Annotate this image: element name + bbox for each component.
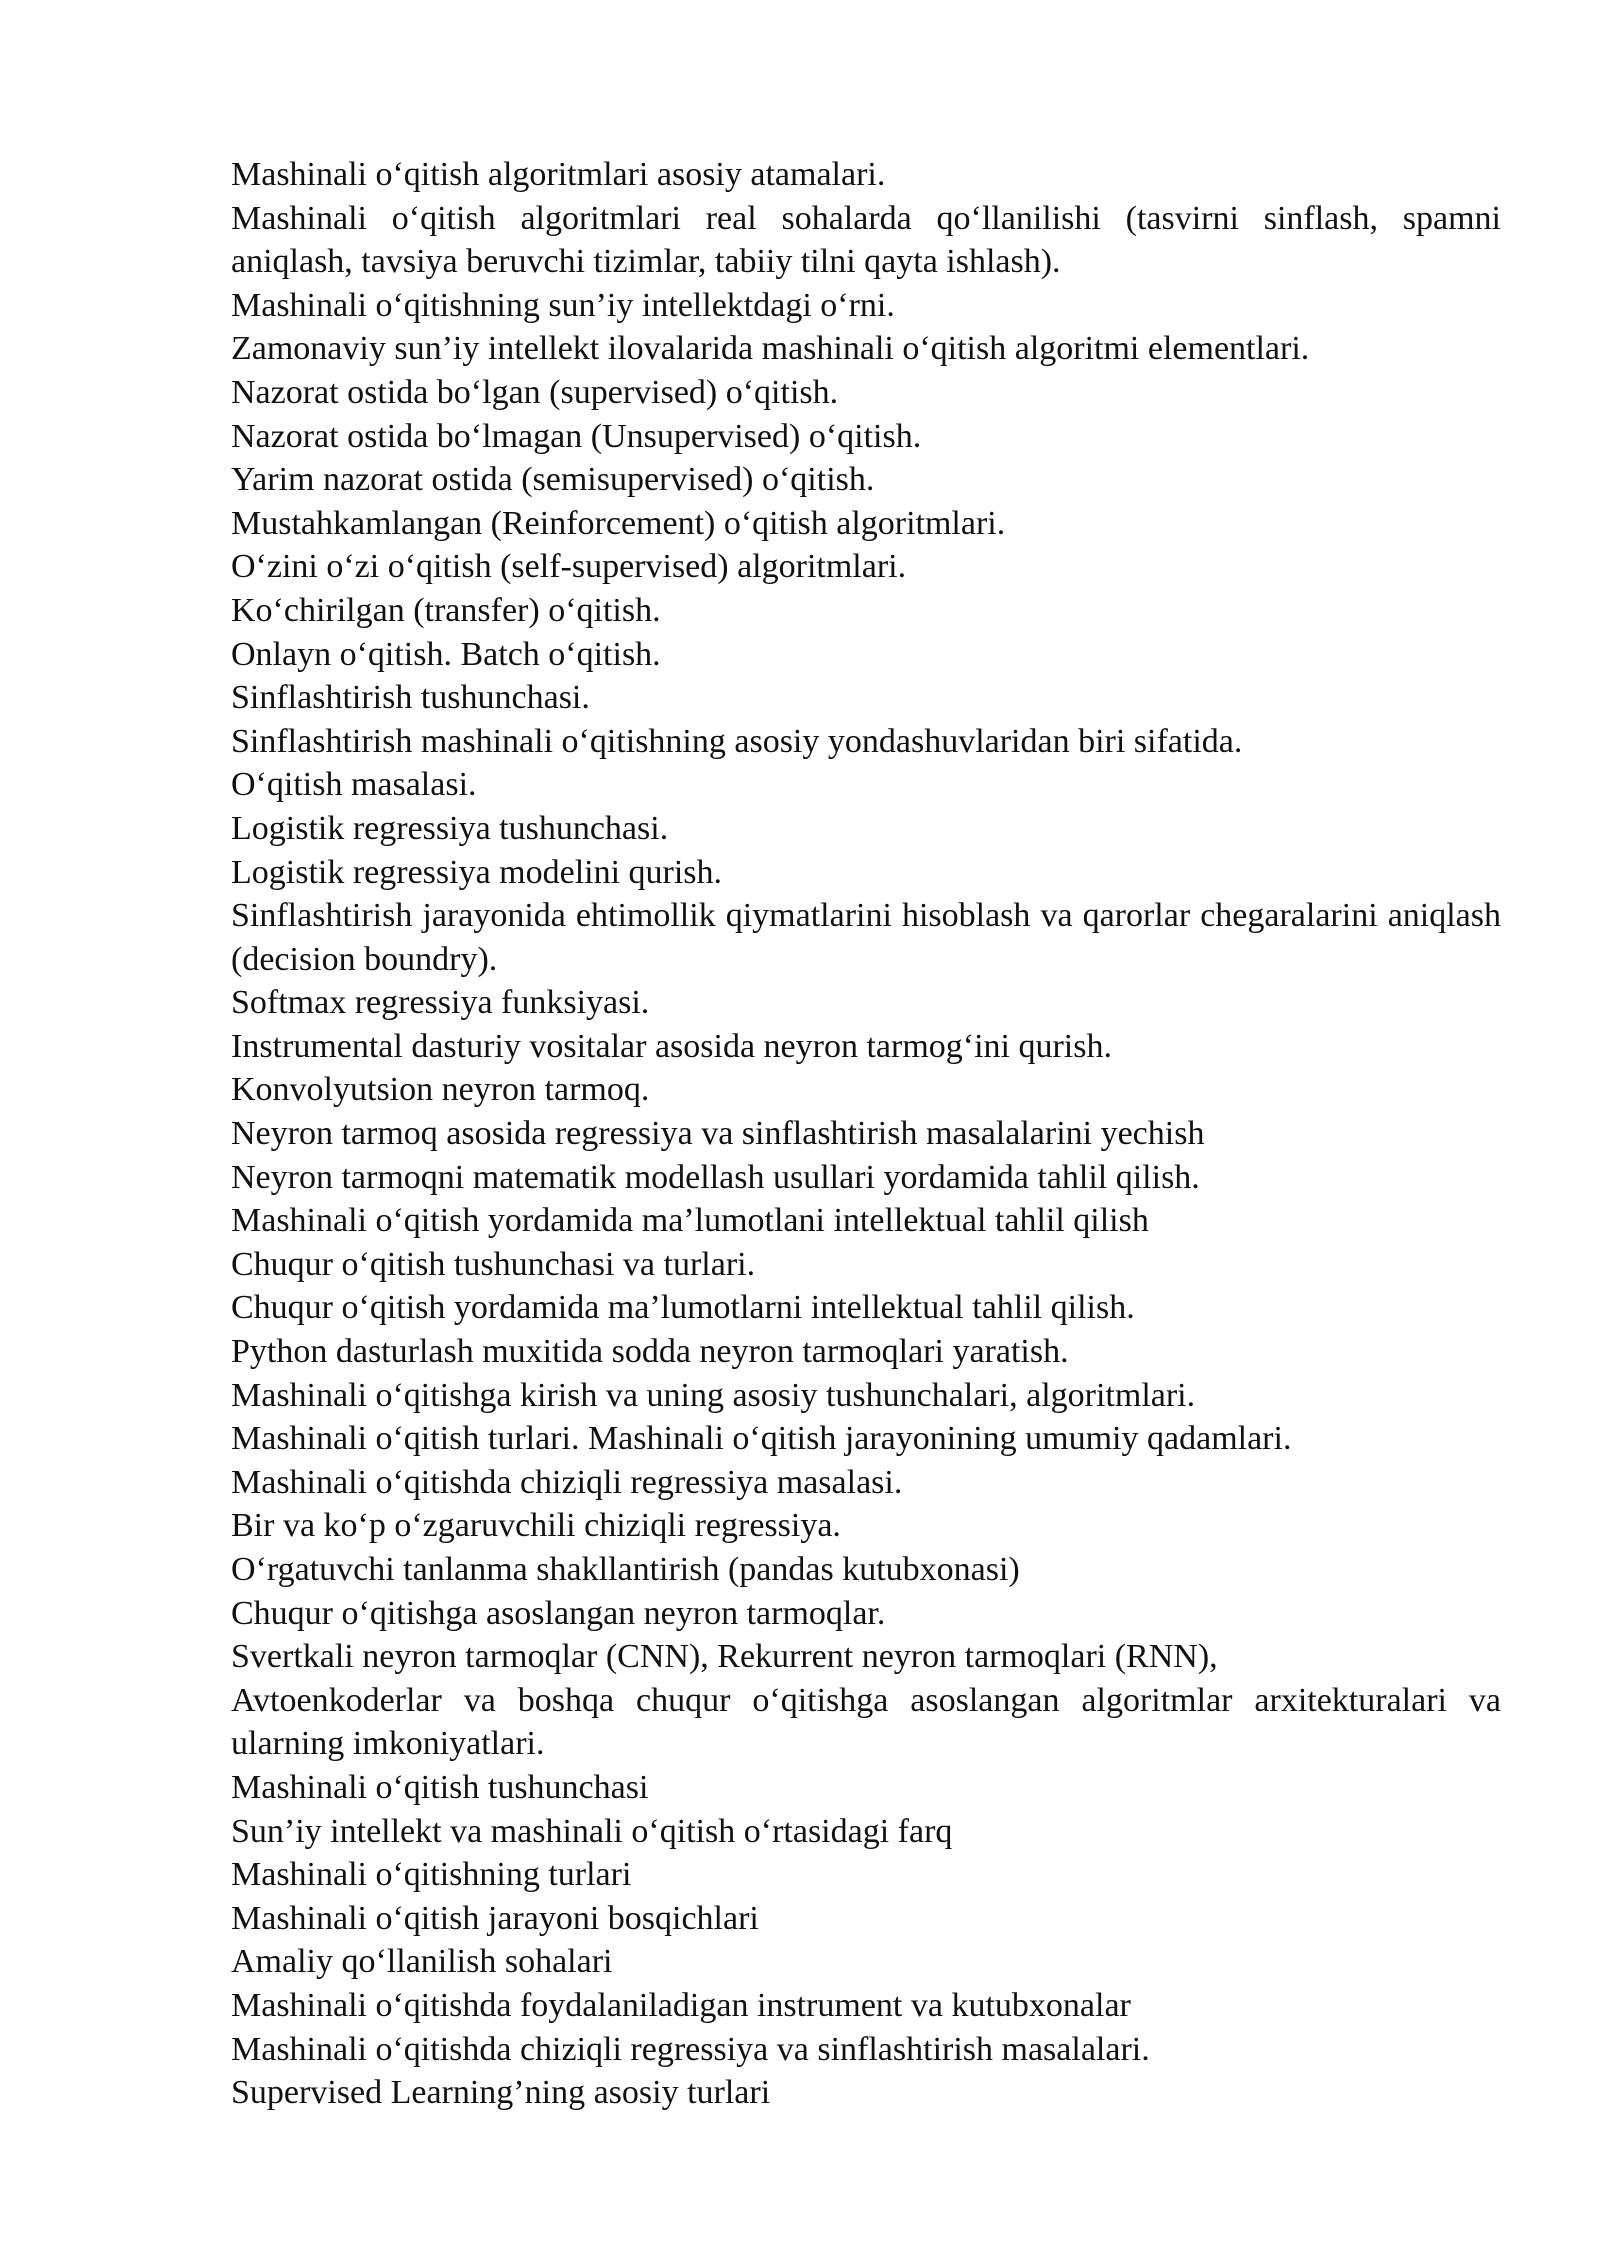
topic-line-31: O‘rgatuvchi tanlanma shakllantirish (pandas kutubxonasi) xyxy=(231,1551,1020,1588)
topic-line-38: Mashinali o‘qitish jarayoni bosqichlari xyxy=(231,1899,759,1937)
topic-line-28: Mashinali o‘qitish turlari. Mashinali o‘qitish jarayonining umumiy qadamlari. xyxy=(231,1420,1292,1458)
topic-list xyxy=(231,153,1501,2115)
topic-line-10: Ko‘chirilgan (transfer) o‘qitish. xyxy=(231,591,661,629)
topic-line-7: Yarim nazorat ostida (semisupervised) o‘qitish. xyxy=(231,461,875,499)
topic-line-30: Bir va ko‘p o‘zgaruvchili chiziqli regressiya. xyxy=(231,1507,841,1545)
topic-line-5: Nazorat ostida bo‘lgan (supervised) o‘qitish. xyxy=(231,373,839,411)
topic-line-21: Neyron tarmoq asosida regressiya va sinflashtirish masalalarini yechish xyxy=(231,1115,1205,1153)
topic-line-36: Sun’iy intellekt va mashinali o‘qitish o‘rtasidagi farq xyxy=(231,1812,953,1850)
topic-line-20: Konvolyutsion neyron tarmoq. xyxy=(231,1071,650,1109)
topic-line-3: Mashinali o‘qitishning sun’iy intellektdagi o‘rni. xyxy=(231,286,895,324)
topic-line-16: Logistik regressiya modelini qurish. xyxy=(231,853,723,891)
topic-line-29: Mashinali o‘qitishda chiziqli regressiya masalasi. xyxy=(231,1463,903,1501)
topic-line-1: Mashinali o‘qitish algoritmlari asosiy atamalari. xyxy=(231,156,886,193)
topic-line-26: Python dasturlash muxitida sodda neyron tarmoqlari yaratish. xyxy=(231,1333,1069,1371)
topic-line-37: Mashinali o‘qitishning turlari xyxy=(231,1856,632,1894)
topic-line-4: Zamonaviy sun’iy intellekt ilovalarida mashinali o‘qitish algoritmi elementlari. xyxy=(231,330,1310,368)
topic-line-23: Mashinali o‘qitish yordamida ma’lumotlani intellektual tahlil qilish xyxy=(231,1202,1149,1240)
topic-line-12: Sinflashtirish tushunchasi. xyxy=(231,679,590,717)
topic-line-15: Logistik regressiya tushunchasi. xyxy=(231,809,669,847)
topic-line-39: Amaliy qo‘llanilish sohalari xyxy=(231,1943,613,1981)
topic-line-2: Mashinali o‘qitish algoritmlari real sohalarda qo‘llanilishi (tasvirni sinflash, spamni aniqlash, tavsiya beruvchi tizimlar, tabiiy tilni qayta ishlash). xyxy=(231,199,1501,281)
topic-line-18: Softmax regressiya funksiyasi. xyxy=(231,984,650,1022)
topic-line-27: Mashinali o‘qitishga kirish va uning asosiy tushunchalari, algoritmlari. xyxy=(231,1376,1196,1414)
topic-line-25: Chuqur o‘qitish yordamida ma’lumotlarni intellektual tahlil qilish. xyxy=(231,1289,1135,1327)
topic-line-9: O‘zini o‘zi o‘qitish (self-supervised) algoritmlari. xyxy=(231,548,907,586)
topic-line-34: Avtoenkoderlar va boshqa chuqur o‘qitishga asoslangan algoritmlar arxitekturalari va ularning imkoniyatlari. xyxy=(231,1681,1501,1763)
topic-line-22: Neyron tarmoqni matematik modellash usullari yordamida tahlil qilish. xyxy=(231,1158,1200,1196)
topic-line-35: Mashinali o‘qitish tushunchasi xyxy=(231,1768,649,1806)
topic-line-24: Chuqur o‘qitish tushunchasi va turlari. xyxy=(231,1245,756,1283)
topic-line-32: Chuqur o‘qitishga asoslangan neyron tarmoqlar. xyxy=(231,1594,886,1632)
topic-line-8: Mustahkamlangan (Reinforcement) o‘qitish algoritmlari. xyxy=(231,504,1006,542)
topic-line-11: Onlayn o‘qitish. Batch o‘qitish. xyxy=(231,635,661,673)
topic-line-19: Instrumental dasturiy vositalar asosida neyron tarmog‘ini qurish. xyxy=(231,1027,1112,1065)
topic-line-14: O‘qitish masalasi. xyxy=(231,766,477,804)
topic-line-6: Nazorat ostida bo‘lmagan (Unsupervised) o‘qitish. xyxy=(231,417,922,455)
topic-line-13: Sinflashtirish mashinali o‘qitishning asosiy yondashuvlaridan biri sifatida. xyxy=(231,722,1243,760)
topic-line-42: Supervised Learning’ning asosiy turlari xyxy=(231,2074,771,2112)
topic-line-40: Mashinali o‘qitishda foydalaniladigan instrument va kutubxonalar xyxy=(231,1986,1131,2024)
topic-line-17: Sinflashtirish jarayonida ehtimollik qiymatlarini hisoblash va qarorlar chegaralarini aniqlash (decision boundry). xyxy=(231,897,1501,978)
topic-line-41: Mashinali o‘qitishda chiziqli regressiya va sinflashtirish masalalari. xyxy=(231,2030,1150,2068)
topic-line-33: Svertkali neyron tarmoqlar (CNN), Rekurrent neyron tarmoqlari (RNN), xyxy=(231,1638,1218,1676)
